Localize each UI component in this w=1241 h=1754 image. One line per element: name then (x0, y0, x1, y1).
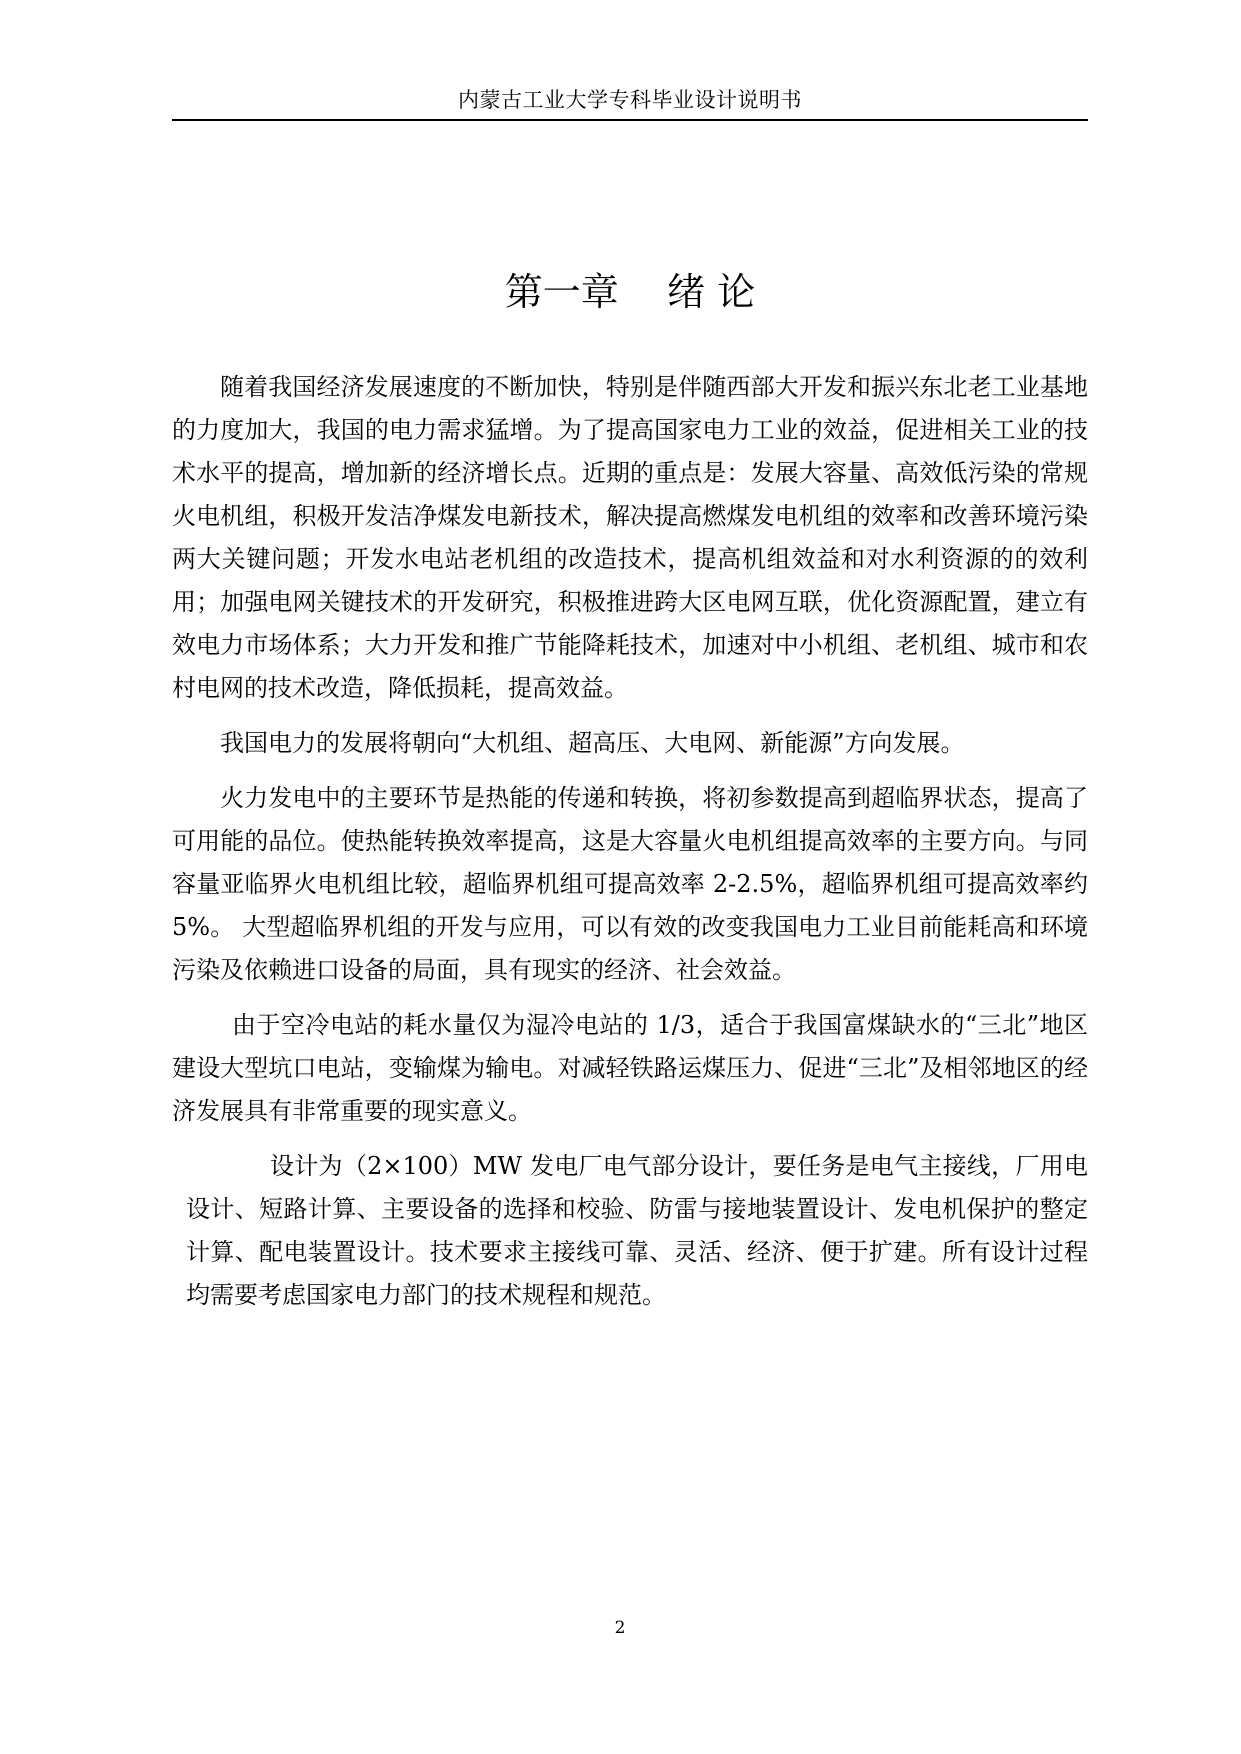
running-header: 内蒙古工业大学专科毕业设计说明书 (458, 88, 802, 112)
page-number: 2 (614, 1618, 626, 1638)
paragraph: 设计为（2×100）MW 发电厂电气部分设计，要任务是电气主接线，厂用电设计、短路计算、主要设备的选择和校验、防雷与接地装置设计、发电机保护的整定计算、配电装置设计。技术要求主接线可靠、灵活、经济、便于扩建。所有设计过程均需要考虑国家电力部门的技术规程和规范。 (186, 1152, 1088, 1309)
body-text (172, 366, 1088, 1329)
chapter-title: 第一章 绪 论 (504, 270, 756, 314)
paragraph: 我国电力的发展将朝向“大机组、超高压、大电网、新能源”方向发展。 (220, 729, 965, 757)
header-rule (172, 119, 1088, 121)
paragraph: 由于空冷电站的耗水量仅为湿冷电站的 1/3，适合于我国富煤缺水的“三北”地区建设大型坑口电站，变输煤为输电。对减轻铁路运煤压力、促进“三北”及相邻地区的经济发展具有非常重要的现实意义。 (172, 1011, 1088, 1125)
paragraph: 火力发电中的主要环节是热能的传递和转换，将初参数提高到超临界状态，提高了可用能的品位。使热能转换效率提高，这是大容量火电机组提高效率的主要方向。与同容量亚临界火电机组比较，超临界机组可提高效率 2-2.5%，超临界机组可提高效率约 5%。 大型超临界机组的开发与应用，可以有效的改变我国电力工业目前能耗高和环境污染及依赖进口设备的局面，具有现实的经济、社会效益。 (172, 784, 1088, 984)
paragraph: 随着我国经济发展速度的不断加快，特别是伴随西部大开发和振兴东北老工业基地的力度加大，我国的电力需求猛增。为了提高国家电力工业的效益，促进相关工业的技术水平的提高，增加新的经济增长点。近期的重点是：发展大容量、高效低污染的常规火电机组，积极开发洁净煤发电新技术，解决提高燃煤发电机组的效率和改善环境污染两大关键问题；开发水电站老机组的改造技术，提高机组效益和对水利资源的的效利用；加强电网关键技术的开发研究，积极推进跨大区电网互联，优化资源配置，建立有效电力市场体系；大力开发和推广节能降耗技术，加速对中小机组、老机组、城市和农村电网的技术改造，降低损耗，提高效益。 (172, 373, 1088, 702)
